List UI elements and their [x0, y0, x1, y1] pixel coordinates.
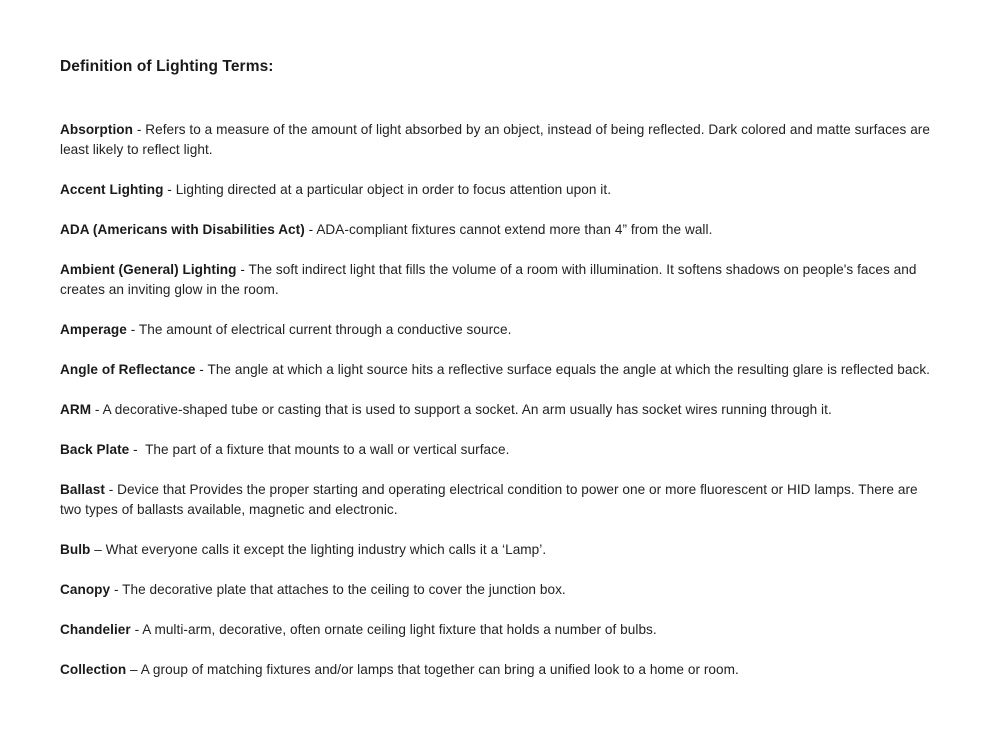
term-definition-row [60, 120, 942, 160]
term-definition-row [60, 400, 942, 420]
term-definition-text: ADA-compliant fixtures cannot extend more than 4” from the wall. [316, 222, 713, 237]
term-definition-text: The part of a fixture that mounts to a wall or vertical surface. [145, 442, 510, 457]
term-separator: - [129, 442, 146, 457]
page-title: Definition of Lighting Terms: [60, 58, 274, 75]
term-name: ADA (Americans with Disabilities Act) [60, 222, 305, 237]
term-separator: - [130, 622, 143, 637]
term-name: Ballast [60, 482, 105, 497]
term-name: ARM [60, 402, 92, 417]
term-separator: - [163, 182, 176, 197]
term-definition-row [60, 260, 942, 300]
term-name: Bulb [60, 542, 91, 557]
term-separator: - [110, 582, 123, 597]
term-name: Back Plate [60, 442, 130, 457]
term-separator: - [236, 262, 249, 277]
term-definition-row [60, 320, 942, 340]
term-definition-text: A group of matching fixtures and/or lamps that together can bring a unified look to a home or room. [140, 662, 739, 677]
term-separator: – [90, 542, 106, 557]
term-separator: - [104, 482, 118, 497]
term-definition-row [60, 220, 942, 240]
term-name: Angle of Reflectance [60, 362, 196, 377]
term-separator: - [133, 122, 146, 137]
term-definition-row [60, 360, 942, 380]
term-definition-text: A multi-arm, decorative, often ornate ceiling light fixture that holds a number of bulbs. [142, 622, 657, 637]
term-name: Absorption [60, 122, 133, 137]
term-definition-text: The amount of electrical current through a conductive source. [138, 322, 512, 337]
term-name: Accent Lighting [60, 182, 164, 197]
term-name: Amperage [60, 322, 127, 337]
term-definition-text: A decorative-shaped tube or casting that is used to support a socket. An arm usually has socket wires running through it. [102, 402, 832, 417]
term-definition-row [60, 660, 942, 680]
term-name: Ambient (General) Lighting [60, 262, 237, 277]
term-definition-text: The soft indirect light that fills the volume of a room with illumination. It softens shadows on people's faces and creates an inviting glow in the room. [60, 262, 917, 297]
term-definition-row [60, 480, 942, 520]
term-separator: - [304, 222, 317, 237]
term-definition-text: The decorative plate that attaches to the ceiling to cover the junction box. [122, 582, 566, 597]
term-definition-row [60, 540, 942, 560]
term-definition-text: The angle at which a light source hits a reflective surface equals the angle at which the resulting glare is reflected back. [207, 362, 931, 377]
term-name: Chandelier [60, 622, 131, 637]
term-name: Collection [60, 662, 127, 677]
term-definition-text: What everyone calls it except the lighting industry which calls it a ‘Lamp’. [105, 542, 547, 557]
term-definition-text: Refers to a measure of the amount of light absorbed by an object, instead of being reflected. Dark colored and matte surfaces are least likely to reflect light. [60, 122, 930, 157]
term-definition-row [60, 180, 942, 200]
term-name: Canopy [60, 582, 111, 597]
term-separator: – [126, 662, 141, 677]
term-separator: - [91, 402, 103, 417]
term-definition-text: Lighting directed at a particular object in order to focus attention upon it. [175, 182, 612, 197]
terms-list [60, 120, 942, 680]
term-definition-row [60, 440, 942, 460]
term-definition-row [60, 580, 942, 600]
term-separator: - [195, 362, 208, 377]
term-definition-text: Device that Provides the proper starting and operating electrical condition to power one or more fluorescent or HID lamps. There are two types of ballasts available, magnetic and electronic. [60, 482, 918, 517]
term-definition-row [60, 620, 942, 640]
term-separator: - [126, 322, 139, 337]
